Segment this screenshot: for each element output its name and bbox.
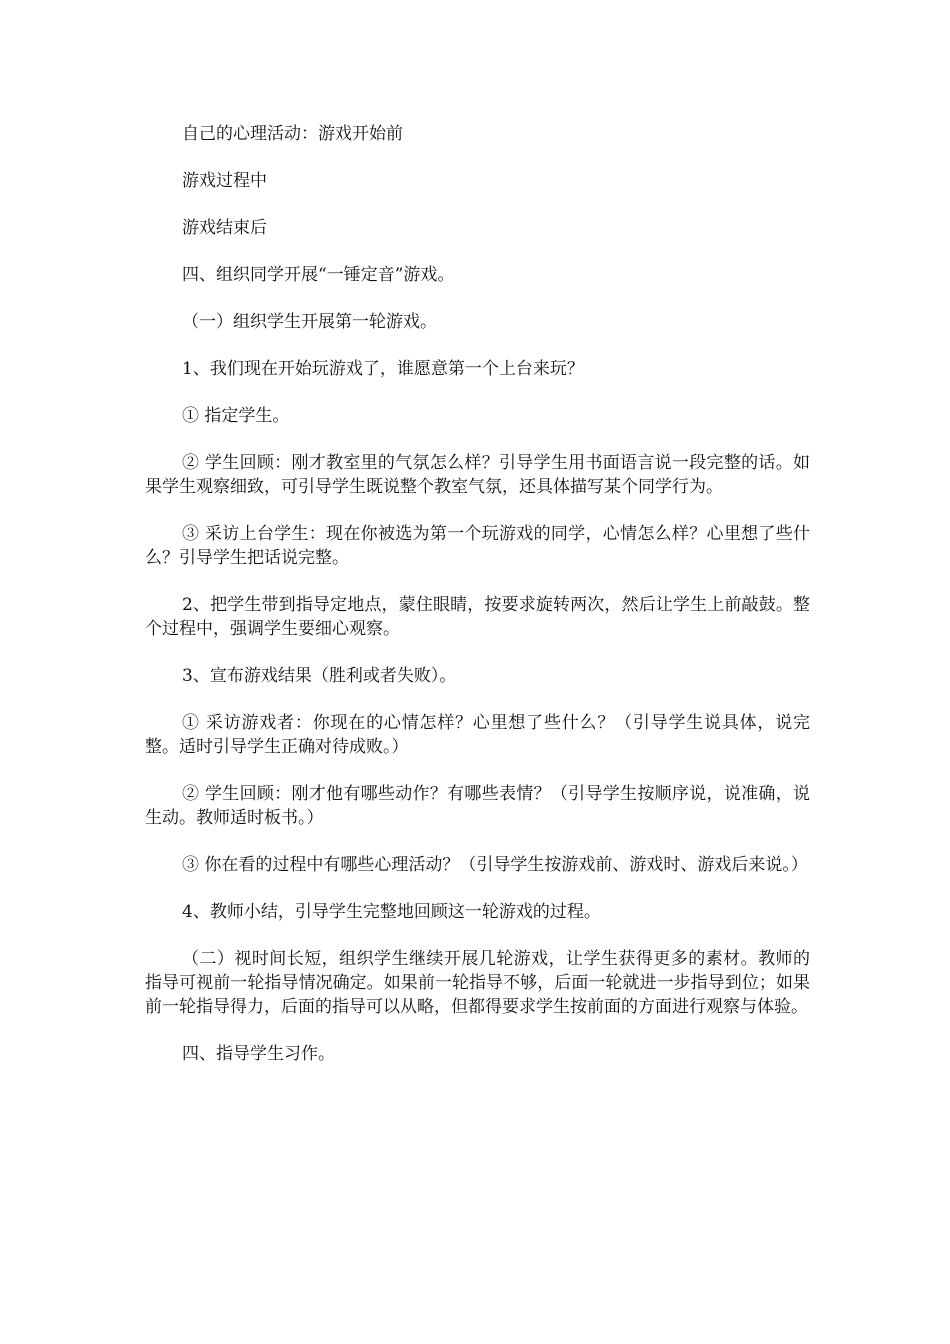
- step-1-item-2: ② 学生回顾：刚才教室里的气氛怎么样？引导学生用书面语言说一段完整的话。如果学生观察细致，可引导学生既说整个教室气氛，还具体描写某个同学行为。: [145, 453, 810, 497]
- step-3-item-1: ① 采访游戏者：你现在的心情怎样？心里想了些什么？（引导学生说具体，说完整。适时引导学生正确对待成败。）: [145, 713, 810, 757]
- step-3: 3、宣布游戏结果（胜利或者失败）。: [182, 666, 457, 686]
- subsection-heading-1: （一）组织学生开展第一轮游戏。: [182, 312, 437, 332]
- step-4: 4、教师小结，引导学生完整地回顾这一轮游戏的过程。: [182, 902, 601, 922]
- step-3-item-3: ③ 你在看的过程中有哪些心理活动？（引导学生按游戏前、游戏时、游戏后来说。）: [182, 855, 808, 875]
- paragraph-2: 游戏过程中: [182, 171, 267, 191]
- paragraph-1: 自己的心理活动：游戏开始前: [182, 124, 403, 144]
- subsection-heading-2: （二）视时间长短，组织学生继续开展几轮游戏，让学生获得更多的素材。教师的指导可视前一轮指导情况确定。如果前一轮指导不够，后面一轮就进一步指导到位；如果前一轮指导得力，后面的指导可以从略，但都得要求学生按前面的方面进行观察与体验。: [145, 949, 810, 1017]
- document-body: [145, 122, 810, 1089]
- section-heading-final: 四、指导学生习作。: [182, 1044, 335, 1064]
- step-1: 1、我们现在开始玩游戏了，谁愿意第一个上台来玩？: [182, 359, 584, 379]
- step-3-item-2: ② 学生回顾：刚才他有哪些动作？有哪些表情？（引导学生按顺序说，说准确，说生动。教师适时板书。）: [145, 784, 810, 828]
- paragraph-3: 游戏结束后: [182, 218, 267, 238]
- section-heading-4: 四、组织同学开展“一锤定音”游戏。: [182, 265, 455, 285]
- step-1-item-1: ① 指定学生。: [182, 406, 290, 426]
- step-1-item-3: ③ 采访上台学生：现在你被选为第一个玩游戏的同学，心情怎么样？心里想了些什么？引导学生把话说完整。: [145, 524, 810, 568]
- step-2: 2、把学生带到指导定地点，蒙住眼睛，按要求旋转两次，然后让学生上前敲鼓。整个过程中，强调学生要细心观察。: [145, 595, 810, 639]
